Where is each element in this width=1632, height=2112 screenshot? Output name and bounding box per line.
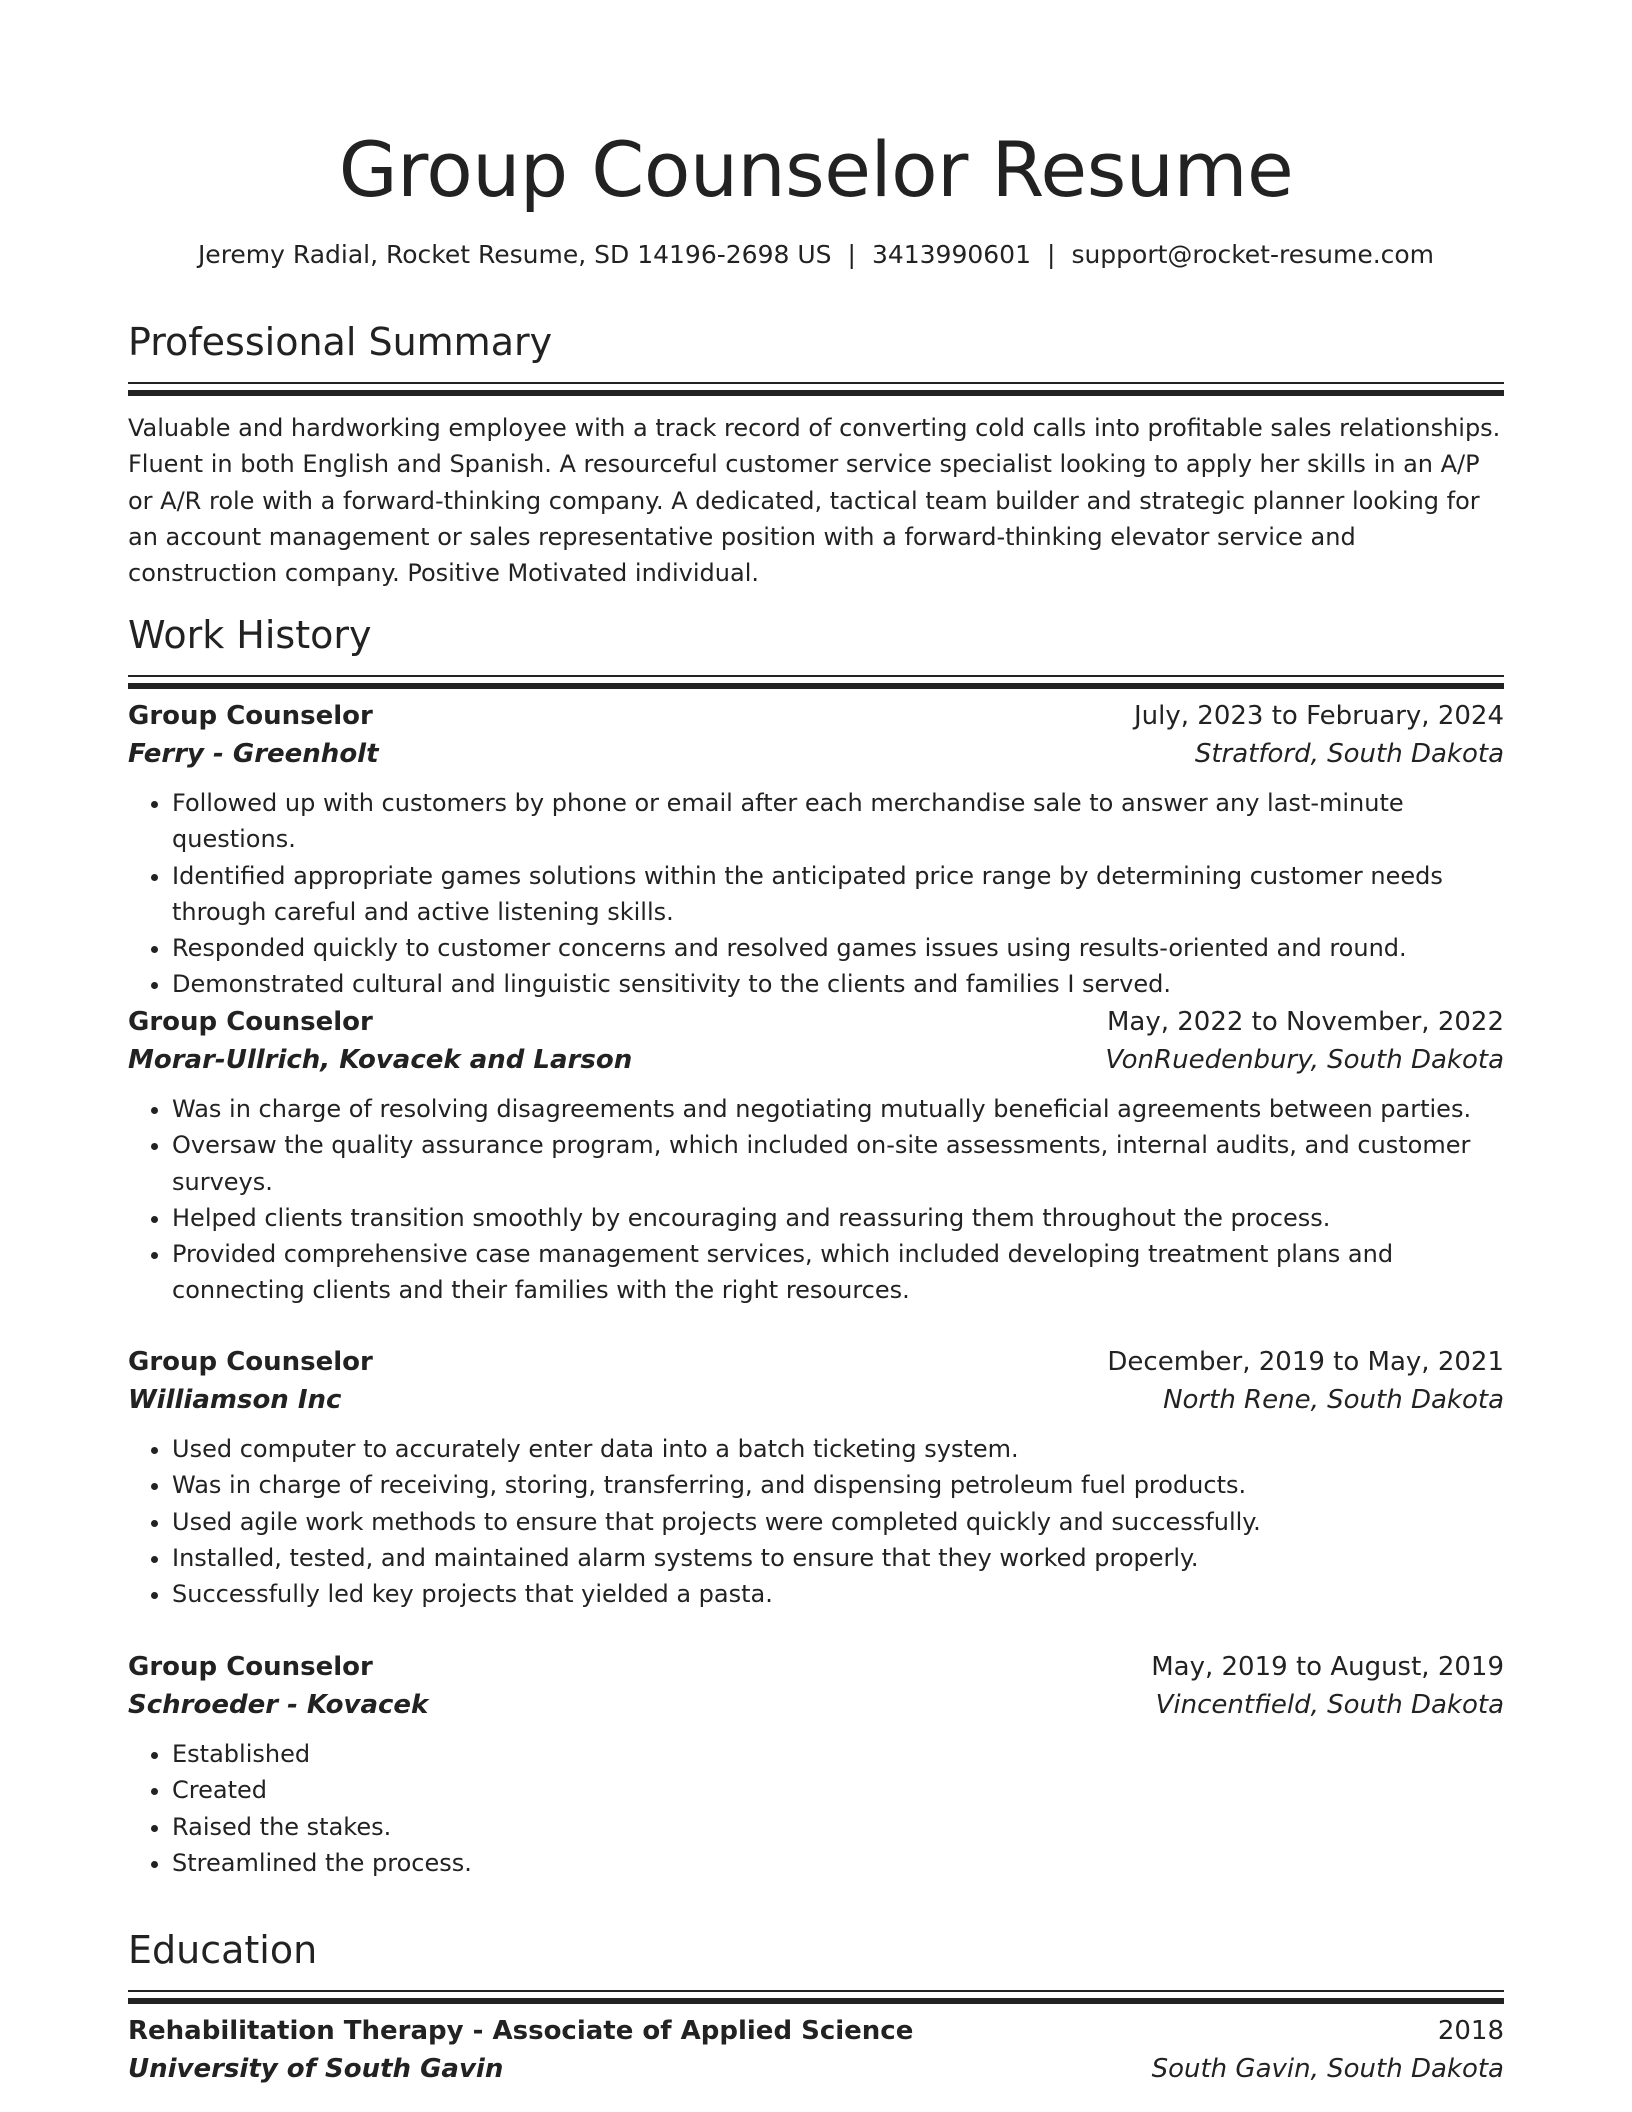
job-dates: May, 2019 to August, 2019 bbox=[1151, 1652, 1504, 1682]
bullet-item: • Used agile work methods to ensure that projects were completed quickly and successfully. bbox=[172, 1504, 1504, 1540]
job-dates: December, 2019 to May, 2021 bbox=[1107, 1347, 1504, 1377]
job-company: Williamson Inc bbox=[128, 1385, 342, 1415]
job-bullets bbox=[128, 1736, 1504, 1881]
education-school: University of South Gavin bbox=[128, 2054, 504, 2084]
job-location: Vincentfield, South Dakota bbox=[1155, 1690, 1504, 1720]
section-divider bbox=[128, 1990, 1504, 2004]
summary-text: Valuable and hardworking employee with a track record of converting cold calls into profitable sales relationships. Fluent in both English and Spanish. A resourceful customer service specialist looking to apply her skills in an A/P or A/R role with a forward-thinking company. A dedicated, tactical team builder and strategic planner looking for an account management or sales representative position with a forward-thinking elevator service and construction company. Positive Motivated individual. bbox=[128, 414, 1501, 588]
job-company: Morar-Ullrich, Kovacek and Larson bbox=[128, 1045, 633, 1075]
job-title: Group Counselor bbox=[128, 701, 373, 731]
bullet-item: • Provided comprehensive case management services, which included developing treatment plans and connecting clients and their families with the right resources. bbox=[172, 1236, 1504, 1309]
bullet-item: • Installed, tested, and maintained alarm systems to ensure that they worked properly. bbox=[172, 1540, 1504, 1576]
job-location: Stratford, South Dakota bbox=[1194, 739, 1504, 769]
job-dates: May, 2022 to November, 2022 bbox=[1106, 1007, 1504, 1037]
summary-heading: Professional Summary bbox=[128, 320, 553, 364]
education-heading: Education bbox=[128, 1928, 318, 1972]
job-entry bbox=[128, 1648, 1504, 1881]
section-divider bbox=[128, 382, 1504, 396]
summary-section bbox=[128, 316, 1504, 591]
education-degree: Rehabilitation Therapy - Associate of Applied Science bbox=[128, 2016, 914, 2046]
contact-address: Jeremy Radial, Rocket Resume, SD 14196-2698 US bbox=[197, 240, 832, 269]
section-divider bbox=[128, 675, 1504, 689]
contact-email: support@rocket-resume.com bbox=[1071, 240, 1435, 269]
bullet-item: • Created bbox=[172, 1772, 1504, 1808]
bullet-item: • Responded quickly to customer concerns and resolved games issues using results-oriented and round. bbox=[172, 930, 1504, 966]
contact-phone: 3413990601 bbox=[871, 240, 1031, 269]
job-bullets bbox=[128, 1431, 1504, 1612]
resume-page bbox=[128, 0, 1504, 2084]
contact-separator: | bbox=[1047, 240, 1056, 269]
bullet-item: • Successfully led key projects that yielded a pasta. bbox=[172, 1576, 1504, 1612]
job-location: North Rene, South Dakota bbox=[1163, 1385, 1504, 1415]
job-entry bbox=[128, 1343, 1504, 1612]
bullet-item: • Followed up with customers by phone or email after each merchandise sale to answer any last-minute questions. bbox=[172, 785, 1504, 858]
contact-separator: | bbox=[847, 240, 856, 269]
bullet-item: • Streamlined the process. bbox=[172, 1845, 1504, 1881]
education-entry bbox=[128, 2012, 1504, 2088]
bullet-item: • Identified appropriate games solutions within the anticipated price range by determining customer needs through careful and active listening skills. bbox=[172, 858, 1504, 931]
job-entry bbox=[128, 1003, 1504, 1309]
education-section bbox=[128, 1924, 1504, 2004]
job-entry bbox=[128, 697, 1504, 1003]
job-location: VonRuedenbury, South Dakota bbox=[1105, 1045, 1504, 1075]
job-dates: July, 2023 to February, 2024 bbox=[1134, 701, 1504, 731]
job-title: Group Counselor bbox=[128, 1347, 373, 1377]
job-title: Group Counselor bbox=[128, 1652, 373, 1682]
work-history-section bbox=[128, 609, 1504, 689]
job-bullets bbox=[128, 1091, 1504, 1309]
work-history-heading: Work History bbox=[128, 613, 372, 657]
job-title: Group Counselor bbox=[128, 1007, 373, 1037]
bullet-item: • Was in charge of resolving disagreements and negotiating mutually beneficial agreements between parties. bbox=[172, 1091, 1504, 1127]
bullet-item: • Established bbox=[172, 1736, 1504, 1772]
bullet-item: • Helped clients transition smoothly by encouraging and reassuring them throughout the process. bbox=[172, 1200, 1504, 1236]
bullet-item: • Was in charge of receiving, storing, transferring, and dispensing petroleum fuel products. bbox=[172, 1467, 1504, 1503]
bullet-item: • Used computer to accurately enter data into a batch ticketing system. bbox=[172, 1431, 1504, 1467]
education-location: South Gavin, South Dakota bbox=[1151, 2054, 1504, 2084]
job-company: Schroeder - Kovacek bbox=[128, 1690, 429, 1720]
bullet-item: • Demonstrated cultural and linguistic sensitivity to the clients and families I served. bbox=[172, 966, 1504, 1002]
resume-title: Group Counselor Resume bbox=[338, 125, 1294, 214]
bullet-item: • Raised the stakes. bbox=[172, 1809, 1504, 1845]
education-year: 2018 bbox=[1437, 2016, 1504, 2046]
bullet-item: • Oversaw the quality assurance program, which included on-site assessments, internal audits, and customer surveys. bbox=[172, 1127, 1504, 1200]
job-bullets bbox=[128, 785, 1504, 1003]
job-company: Ferry - Greenholt bbox=[128, 739, 379, 769]
contact-line bbox=[128, 238, 1504, 272]
